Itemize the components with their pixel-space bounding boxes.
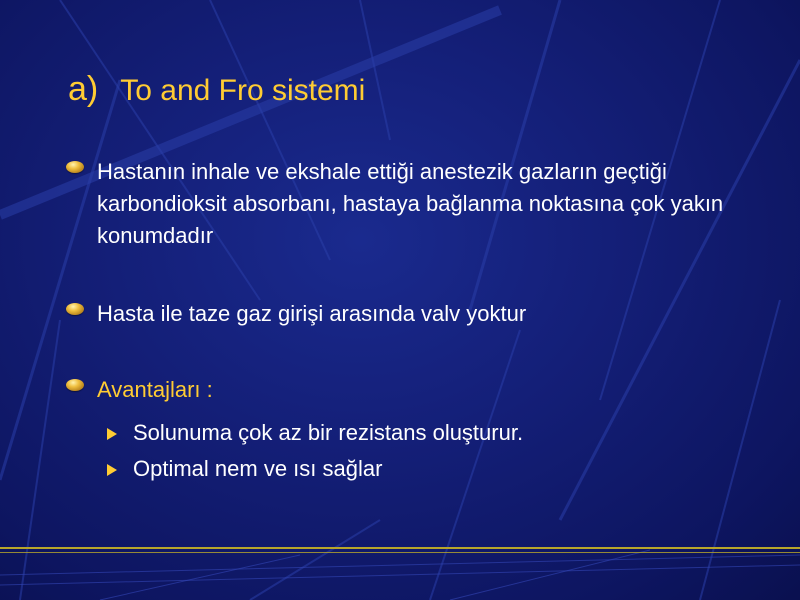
gold-ball-bullet-icon [66, 379, 84, 391]
sub-bullet-text: Solunuma çok az bir rezistans oluşturur. [133, 420, 524, 445]
title-marker: a) [68, 70, 99, 108]
gold-ball-bullet-icon [66, 161, 84, 173]
bullet-item [97, 298, 737, 330]
sub-bullet-item [133, 454, 733, 484]
slide-title [68, 70, 365, 109]
title-text: To and Fro sistemi [120, 74, 366, 107]
gold-ball-bullet-icon [66, 303, 84, 315]
arrow-bullet-icon [107, 428, 117, 440]
footer-divider [0, 552, 800, 553]
bullet-text: Hasta ile taze gaz girişi arasında valv yoktur [97, 301, 527, 326]
bullet-text: Hastanın inhale ve ekshale ettiği anestezik gazların geçtiği karbondioksit absorbanı, hastaya bağlanma noktasına çok yakın konumdadır [97, 159, 724, 248]
footer-divider [0, 547, 800, 549]
sub-bullet-text: Optimal nem ve ısı sağlar [133, 456, 383, 481]
sub-bullet-item [133, 418, 733, 448]
bullet-item [97, 374, 737, 406]
bullet-item [97, 156, 737, 252]
bullet-text: Avantajları : [97, 377, 213, 402]
arrow-bullet-icon [107, 464, 117, 476]
